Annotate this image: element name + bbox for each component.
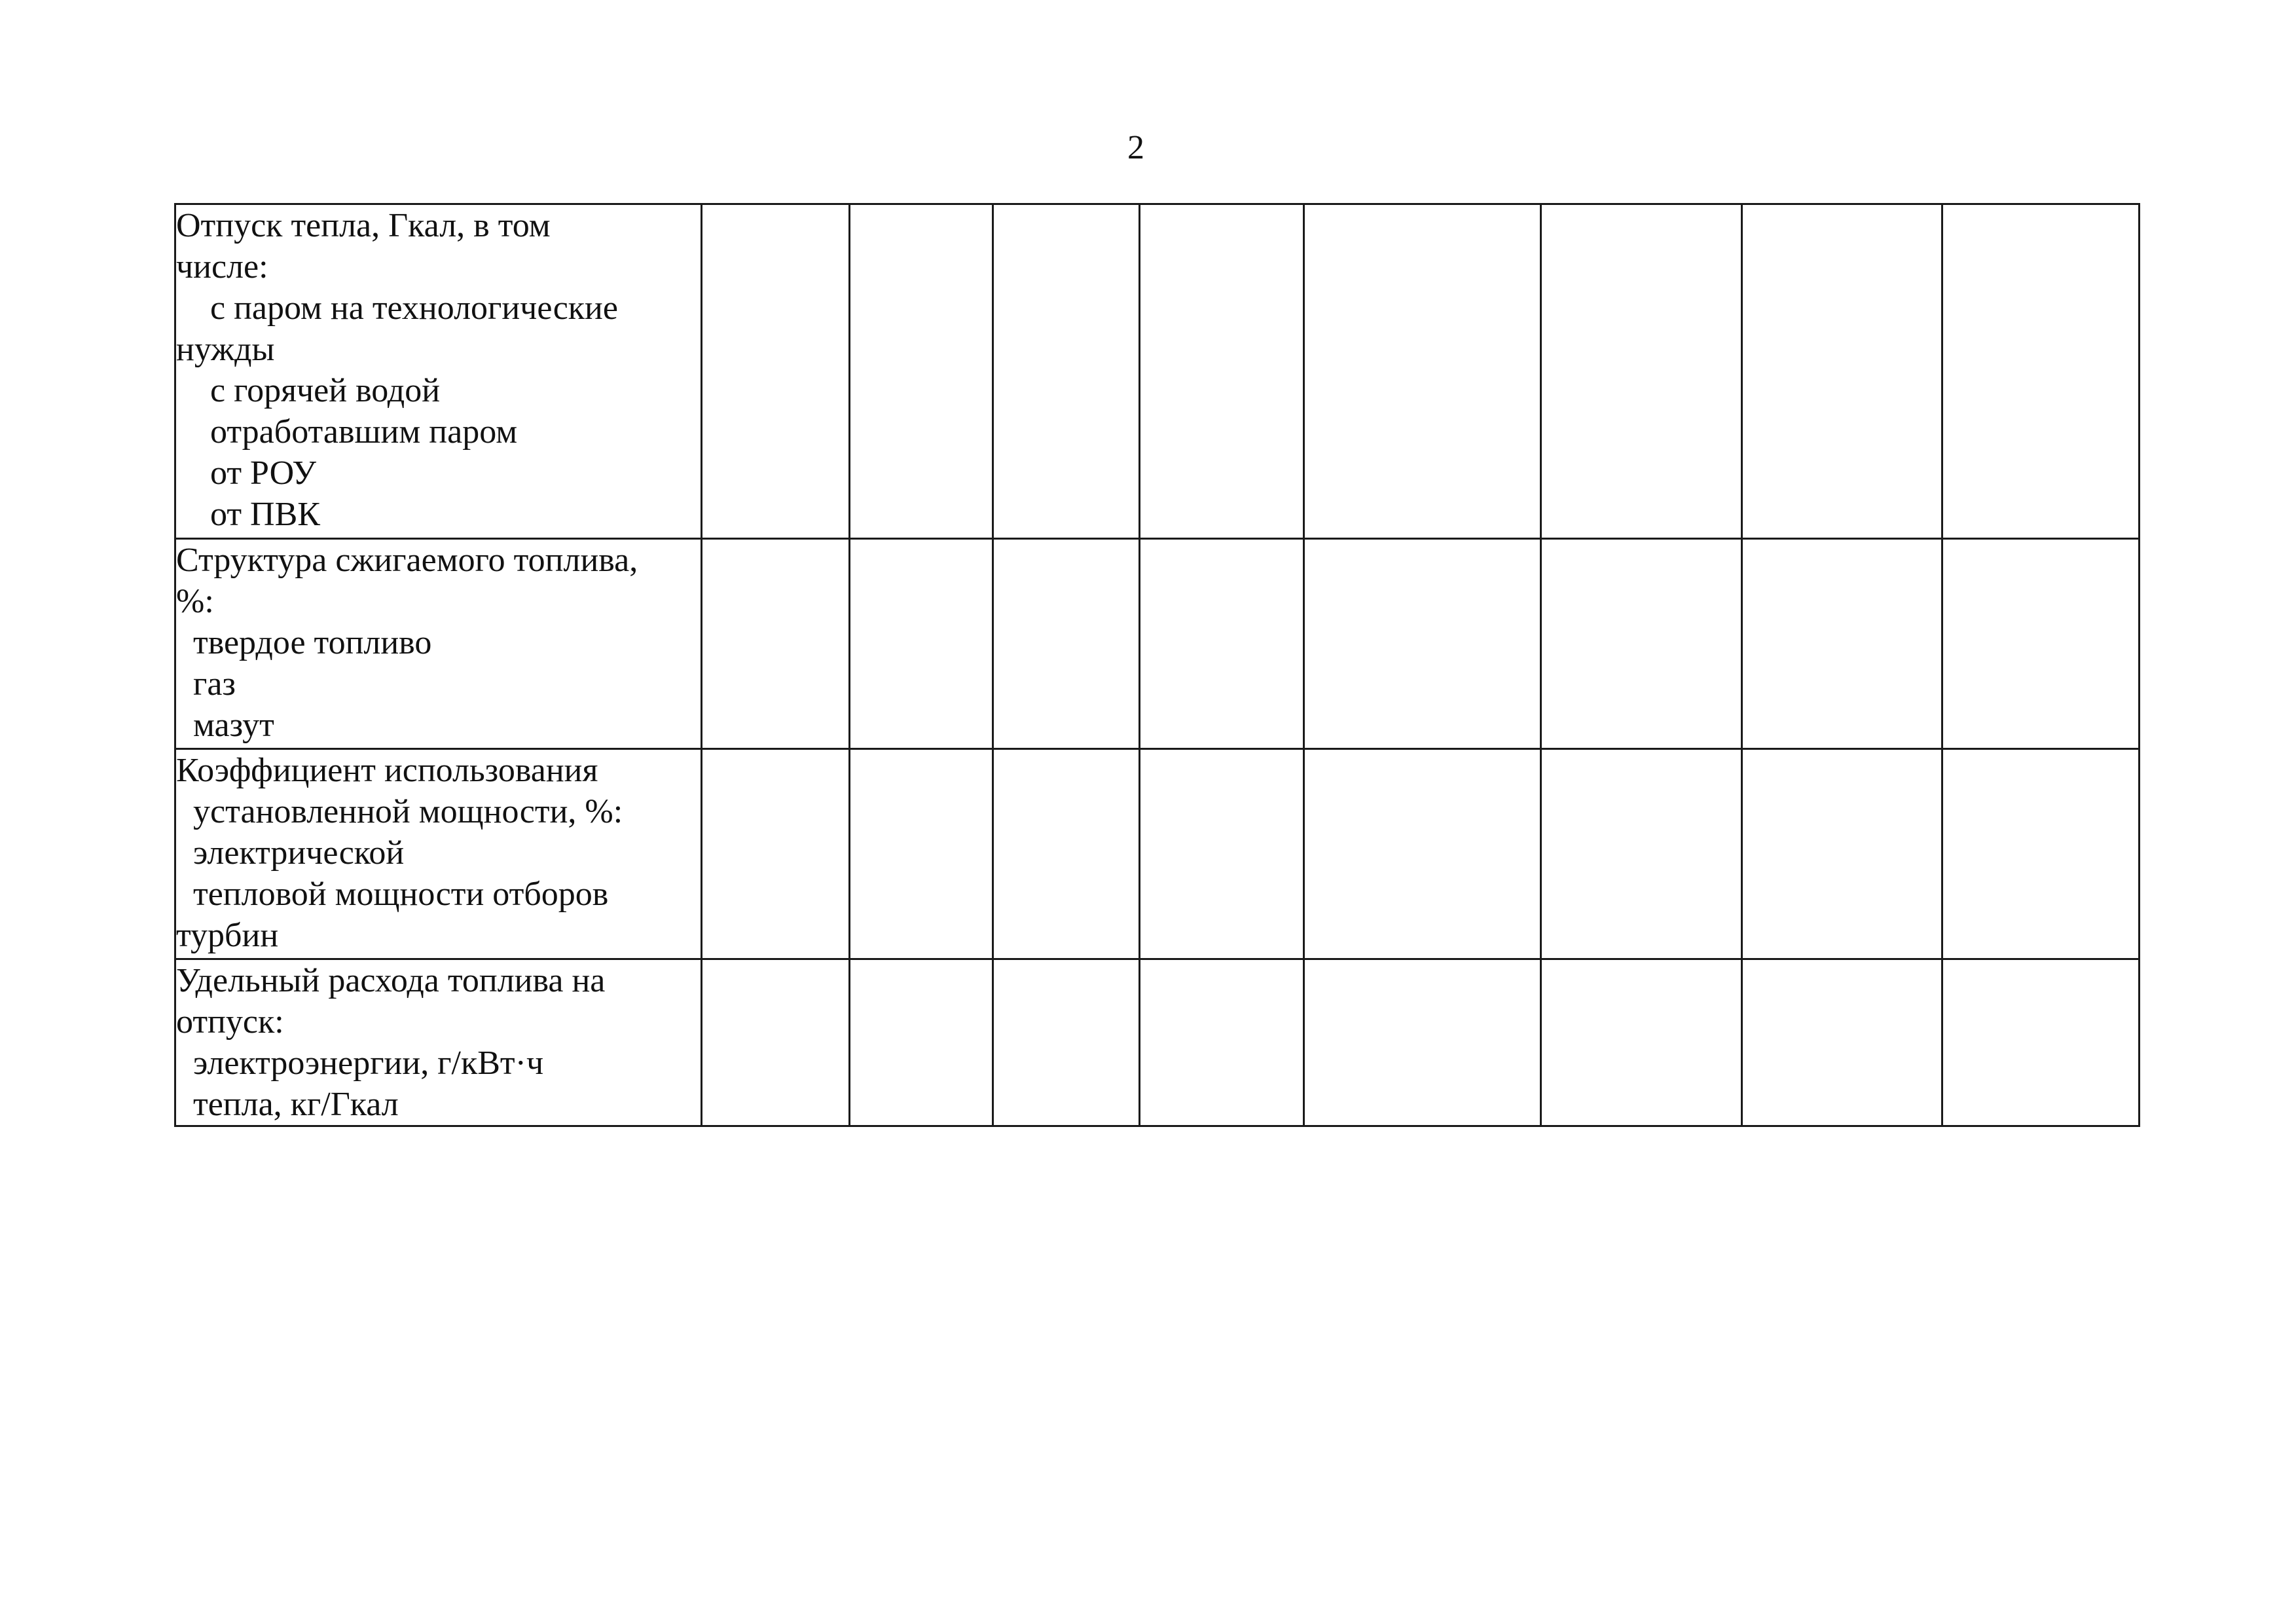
empty-cell — [1541, 749, 1742, 959]
row-label-line: газ — [193, 665, 236, 703]
empty-cell — [1742, 539, 1942, 749]
empty-cell — [1304, 749, 1541, 959]
empty-cell — [1541, 539, 1742, 749]
row-label-line: Удельный расхода топлива на — [176, 962, 606, 999]
row-label-line: электроэнергии, г/кВт·ч — [193, 1044, 544, 1082]
row-label-line: нужды — [176, 331, 275, 368]
row-label-line: установленной мощности, %: — [193, 793, 623, 830]
row-label-cell — [175, 204, 702, 539]
empty-cell — [850, 959, 993, 1126]
empty-cell — [1742, 959, 1942, 1126]
empty-cell — [702, 749, 850, 959]
row-label-line: с паром на технологические — [210, 289, 618, 327]
empty-cell — [1942, 959, 2140, 1126]
row-label-line: мазут — [193, 707, 274, 744]
row-label-line: тепла, кг/Гкал — [193, 1086, 399, 1123]
empty-cell — [1304, 204, 1541, 539]
table-row-specific-fuel-consumption — [175, 959, 2140, 1126]
row-label-line: твердое топливо — [193, 624, 432, 661]
empty-cell — [850, 749, 993, 959]
empty-cell — [993, 539, 1140, 749]
row-label-line: Структура сжигаемого топлива, — [176, 542, 638, 579]
empty-cell — [850, 204, 993, 539]
row-label-line: с горячей водой — [210, 372, 441, 409]
empty-cell — [702, 539, 850, 749]
empty-cell — [993, 959, 1140, 1126]
row-label-line: отпуск: — [176, 1003, 284, 1041]
empty-cell — [1140, 749, 1304, 959]
empty-cell — [1304, 959, 1541, 1126]
empty-cell — [702, 204, 850, 539]
data-table — [174, 203, 2140, 1127]
empty-cell — [1541, 204, 1742, 539]
row-label-line: Коэффициент использования — [176, 752, 598, 789]
empty-cell — [1541, 959, 1742, 1126]
row-label-line: тепловой мощности отборов — [193, 876, 609, 913]
row-label-line: Отпуск тепла, Гкал, в том — [176, 207, 551, 244]
page-number: 2 — [1127, 129, 1144, 166]
empty-cell — [702, 959, 850, 1126]
row-label-cell — [175, 959, 702, 1126]
row-label-line: %: — [176, 583, 214, 620]
row-label-line: от ПВК — [210, 496, 320, 533]
row-label-line: турбин — [176, 917, 279, 954]
row-label-line: отработавшим паром — [210, 413, 518, 451]
empty-cell — [850, 539, 993, 749]
table-row-fuel-structure — [175, 539, 2140, 749]
empty-cell — [1742, 749, 1942, 959]
empty-cell — [1304, 539, 1541, 749]
empty-cell — [1942, 204, 2140, 539]
table-row-heat-supply — [175, 204, 2140, 539]
empty-cell — [993, 749, 1140, 959]
row-label-cell — [175, 749, 702, 959]
table-row-capacity-factor — [175, 749, 2140, 959]
empty-cell — [1140, 959, 1304, 1126]
empty-cell — [993, 204, 1140, 539]
empty-cell — [1942, 749, 2140, 959]
empty-cell — [1742, 204, 1942, 539]
row-label-cell — [175, 539, 702, 749]
row-label-line: числе: — [176, 248, 268, 286]
empty-cell — [1140, 539, 1304, 749]
empty-cell — [1140, 204, 1304, 539]
empty-cell — [1942, 539, 2140, 749]
row-label-line: электрической — [193, 834, 405, 872]
row-label-line: от РОУ — [210, 454, 317, 492]
